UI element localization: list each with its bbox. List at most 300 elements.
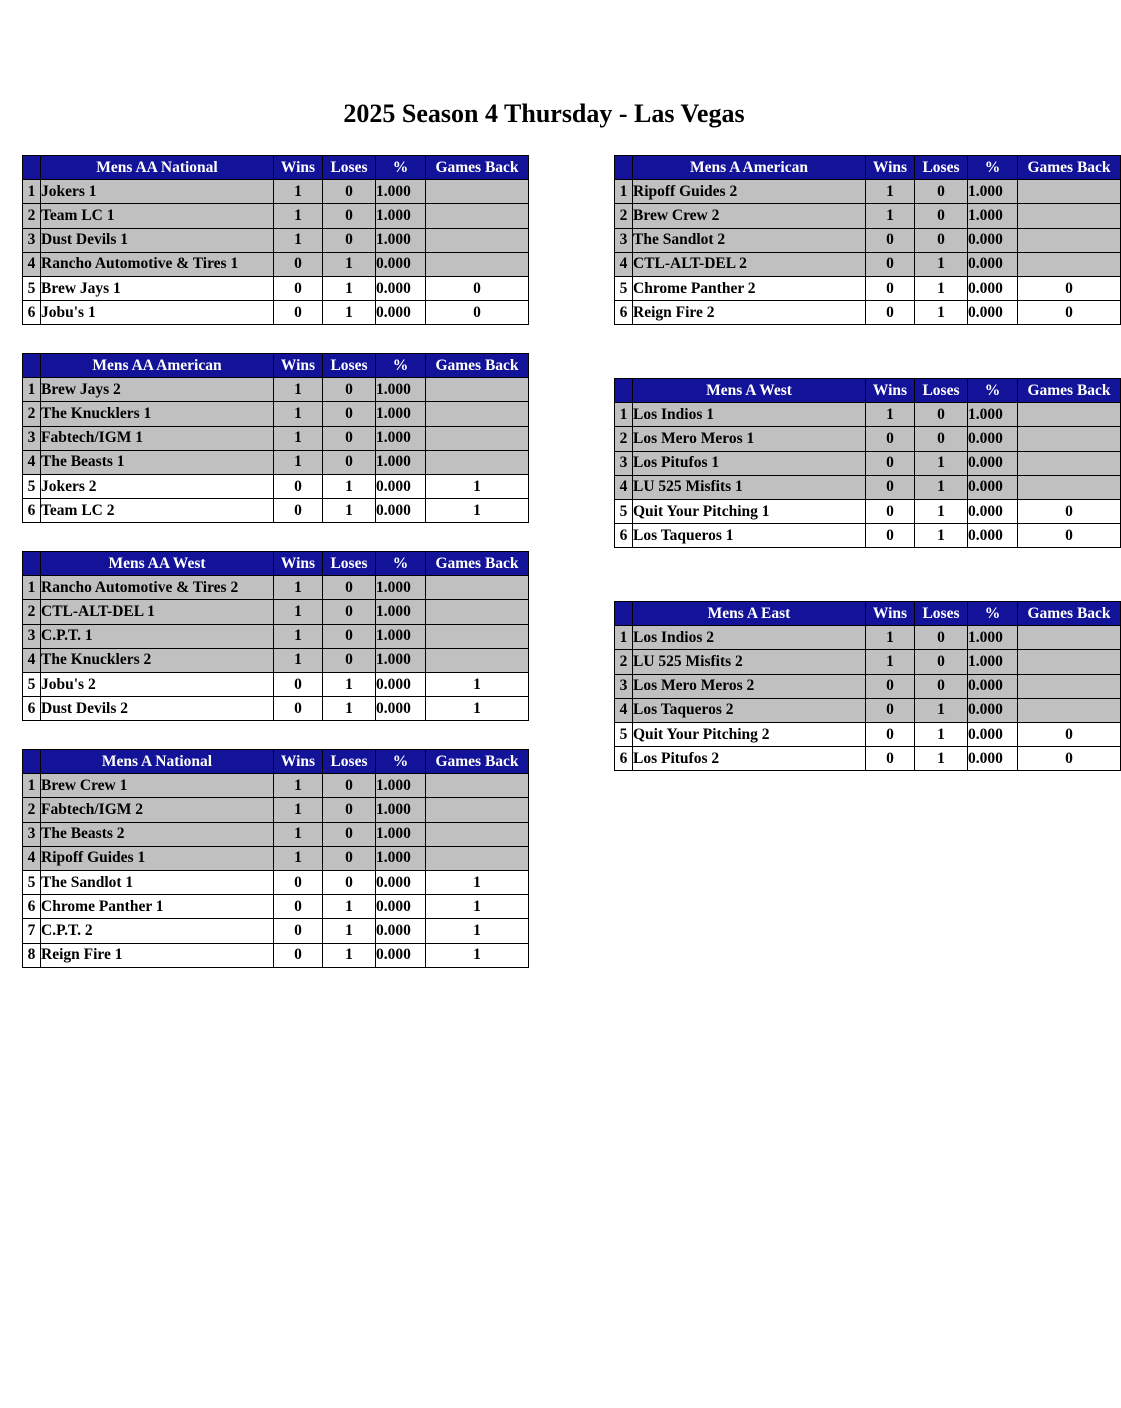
loses-cell: 1 xyxy=(915,499,968,523)
team-name-cell: The Sandlot 2 xyxy=(633,228,866,252)
table-row xyxy=(23,648,529,672)
wins-cell: 0 xyxy=(866,451,915,475)
table-row xyxy=(615,252,1121,276)
page-title: 2025 Season 4 Thursday - Las Vegas xyxy=(343,99,745,128)
rank-cell: 2 xyxy=(615,427,633,451)
wins-cell: 1 xyxy=(274,648,323,672)
table-row xyxy=(615,427,1121,451)
loses-cell: 1 xyxy=(323,301,376,325)
games-back-cell xyxy=(426,378,529,402)
games-back-cell: 1 xyxy=(426,895,529,919)
pct-cell: 0.000 xyxy=(968,451,1018,475)
wins-cell: 0 xyxy=(274,895,323,919)
division-name-header: Mens AA National xyxy=(41,156,274,180)
table-row xyxy=(23,822,529,846)
wins-cell: 1 xyxy=(274,378,323,402)
pct-cell: 1.000 xyxy=(376,576,426,600)
team-name-cell: Jobu's 1 xyxy=(41,301,274,325)
team-name-cell: Ripoff Guides 1 xyxy=(41,846,274,870)
pct-cell: 0.000 xyxy=(376,895,426,919)
loses-cell: 0 xyxy=(323,378,376,402)
team-name-cell: Fabtech/IGM 1 xyxy=(41,426,274,450)
rank-cell: 8 xyxy=(23,943,41,967)
loses-column-header: Loses xyxy=(915,379,968,403)
loses-cell: 0 xyxy=(915,403,968,427)
rank-cell: 1 xyxy=(615,626,633,650)
games-back-column-header: Games Back xyxy=(426,354,529,378)
loses-cell: 1 xyxy=(915,451,968,475)
wins-cell: 1 xyxy=(866,403,915,427)
division-name-header: Mens A East xyxy=(633,602,866,626)
wins-cell: 0 xyxy=(274,499,323,523)
games-back-cell: 0 xyxy=(426,301,529,325)
wins-cell: 1 xyxy=(274,822,323,846)
rank-cell: 3 xyxy=(23,822,41,846)
games-back-cell: 0 xyxy=(1018,747,1121,771)
loses-cell: 1 xyxy=(323,499,376,523)
wins-cell: 0 xyxy=(866,252,915,276)
rank-cell: 7 xyxy=(23,919,41,943)
team-name-cell: Brew Jays 2 xyxy=(41,378,274,402)
pct-cell: 1.000 xyxy=(376,822,426,846)
games-back-cell xyxy=(1018,180,1121,204)
wins-cell: 1 xyxy=(866,650,915,674)
pct-cell: 0.000 xyxy=(968,698,1018,722)
games-back-cell xyxy=(1018,427,1121,451)
wins-column-header: Wins xyxy=(866,156,915,180)
loses-cell: 1 xyxy=(915,524,968,548)
team-name-cell: Team LC 1 xyxy=(41,204,274,228)
table-row xyxy=(23,276,529,300)
pct-cell: 1.000 xyxy=(376,846,426,870)
pct-cell: 0.000 xyxy=(376,870,426,894)
wins-cell: 1 xyxy=(274,450,323,474)
table-row xyxy=(615,301,1121,325)
team-name-cell: Rancho Automotive & Tires 1 xyxy=(41,252,274,276)
loses-cell: 0 xyxy=(915,204,968,228)
rank-cell: 4 xyxy=(615,475,633,499)
loses-column-header: Loses xyxy=(323,552,376,576)
games-back-cell: 1 xyxy=(426,672,529,696)
games-back-column-header: Games Back xyxy=(1018,156,1121,180)
wins-column-header: Wins xyxy=(274,354,323,378)
table-row xyxy=(23,474,529,498)
games-back-cell xyxy=(426,846,529,870)
loses-cell: 0 xyxy=(915,650,968,674)
standings-table-mens-aa-american xyxy=(22,353,529,523)
pct-cell: 1.000 xyxy=(376,228,426,252)
games-back-cell: 1 xyxy=(426,943,529,967)
wins-column-header: Wins xyxy=(274,156,323,180)
pct-cell: 0.000 xyxy=(968,747,1018,771)
wins-cell: 1 xyxy=(274,426,323,450)
wins-cell: 0 xyxy=(274,474,323,498)
loses-cell: 0 xyxy=(323,426,376,450)
table-row xyxy=(615,403,1121,427)
rank-cell: 4 xyxy=(615,698,633,722)
pct-cell: 0.000 xyxy=(968,301,1018,325)
loses-cell: 0 xyxy=(915,180,968,204)
wins-cell: 1 xyxy=(274,576,323,600)
table-row xyxy=(23,204,529,228)
table-row xyxy=(23,697,529,721)
team-name-cell: The Sandlot 1 xyxy=(41,870,274,894)
loses-cell: 1 xyxy=(323,252,376,276)
team-name-cell: Fabtech/IGM 2 xyxy=(41,798,274,822)
table-row xyxy=(615,650,1121,674)
games-back-cell xyxy=(426,450,529,474)
table-row xyxy=(615,626,1121,650)
header-rank-cell xyxy=(615,156,633,180)
loses-cell: 0 xyxy=(915,626,968,650)
wins-cell: 0 xyxy=(866,228,915,252)
pct-cell: 0.000 xyxy=(376,943,426,967)
loses-cell: 1 xyxy=(323,943,376,967)
loses-cell: 0 xyxy=(323,648,376,672)
standings-table-mens-aa-west xyxy=(22,551,529,721)
team-name-cell: Chrome Panther 1 xyxy=(41,895,274,919)
pct-column-header: % xyxy=(968,379,1018,403)
pct-column-header: % xyxy=(376,156,426,180)
team-name-cell: The Knucklers 1 xyxy=(41,402,274,426)
wins-column-header: Wins xyxy=(866,379,915,403)
team-name-cell: Los Mero Meros 2 xyxy=(633,674,866,698)
loses-cell: 0 xyxy=(323,822,376,846)
table-row xyxy=(23,919,529,943)
rank-cell: 5 xyxy=(23,276,41,300)
games-back-cell xyxy=(426,798,529,822)
header-rank-cell xyxy=(615,602,633,626)
wins-cell: 0 xyxy=(274,919,323,943)
pct-cell: 1.000 xyxy=(968,204,1018,228)
team-name-cell: Los Pitufos 2 xyxy=(633,747,866,771)
games-back-cell: 1 xyxy=(426,499,529,523)
team-name-cell: C.P.T. 1 xyxy=(41,624,274,648)
rank-cell: 1 xyxy=(615,403,633,427)
games-back-cell: 1 xyxy=(426,474,529,498)
rank-cell: 2 xyxy=(23,600,41,624)
wins-cell: 0 xyxy=(866,722,915,746)
team-name-cell: Jokers 2 xyxy=(41,474,274,498)
games-back-cell xyxy=(426,774,529,798)
games-back-cell xyxy=(1018,228,1121,252)
pct-column-header: % xyxy=(376,354,426,378)
loses-column-header: Loses xyxy=(915,156,968,180)
pct-cell: 1.000 xyxy=(376,600,426,624)
wins-cell: 0 xyxy=(866,674,915,698)
wins-cell: 1 xyxy=(274,180,323,204)
games-back-cell: 0 xyxy=(1018,301,1121,325)
team-name-cell: LU 525 Misfits 1 xyxy=(633,475,866,499)
rank-cell: 2 xyxy=(23,204,41,228)
table-row xyxy=(23,378,529,402)
pct-cell: 1.000 xyxy=(376,648,426,672)
team-name-cell: Los Pitufos 1 xyxy=(633,451,866,475)
loses-cell: 0 xyxy=(323,402,376,426)
loses-cell: 1 xyxy=(915,276,968,300)
loses-column-header: Loses xyxy=(323,156,376,180)
team-name-cell: CTL-ALT-DEL 1 xyxy=(41,600,274,624)
pct-cell: 1.000 xyxy=(376,798,426,822)
games-back-cell xyxy=(426,204,529,228)
rank-cell: 4 xyxy=(615,252,633,276)
rank-cell: 5 xyxy=(23,870,41,894)
wins-column-header: Wins xyxy=(866,602,915,626)
wins-cell: 1 xyxy=(274,798,323,822)
loses-cell: 1 xyxy=(323,919,376,943)
rank-cell: 6 xyxy=(23,697,41,721)
loses-cell: 1 xyxy=(915,698,968,722)
games-back-cell: 0 xyxy=(1018,499,1121,523)
table-row xyxy=(615,722,1121,746)
table-row xyxy=(615,698,1121,722)
header-rank-cell xyxy=(23,156,41,180)
table-row xyxy=(615,524,1121,548)
team-name-cell: The Beasts 2 xyxy=(41,822,274,846)
loses-cell: 1 xyxy=(915,252,968,276)
table-header-row xyxy=(23,354,529,378)
games-back-cell xyxy=(426,576,529,600)
games-back-column-header: Games Back xyxy=(426,750,529,774)
games-back-cell xyxy=(426,600,529,624)
loses-cell: 0 xyxy=(323,228,376,252)
pct-column-header: % xyxy=(968,602,1018,626)
team-name-cell: Reign Fire 1 xyxy=(41,943,274,967)
pct-cell: 0.000 xyxy=(968,252,1018,276)
pct-cell: 0.000 xyxy=(376,697,426,721)
games-back-cell xyxy=(1018,252,1121,276)
loses-cell: 1 xyxy=(915,475,968,499)
team-name-cell: Brew Crew 1 xyxy=(41,774,274,798)
rank-cell: 3 xyxy=(23,426,41,450)
pct-cell: 1.000 xyxy=(376,378,426,402)
rank-cell: 6 xyxy=(615,524,633,548)
rank-cell: 4 xyxy=(23,450,41,474)
team-name-cell: Los Mero Meros 1 xyxy=(633,427,866,451)
header-rank-cell xyxy=(23,750,41,774)
team-name-cell: Los Indios 2 xyxy=(633,626,866,650)
rank-cell: 5 xyxy=(615,276,633,300)
rank-cell: 2 xyxy=(23,402,41,426)
loses-column-header: Loses xyxy=(323,354,376,378)
wins-cell: 0 xyxy=(866,747,915,771)
loses-cell: 0 xyxy=(323,450,376,474)
games-back-cell xyxy=(1018,403,1121,427)
games-back-cell xyxy=(1018,475,1121,499)
team-name-cell: Los Indios 1 xyxy=(633,403,866,427)
pct-cell: 1.000 xyxy=(968,626,1018,650)
pct-cell: 0.000 xyxy=(968,427,1018,451)
table-row xyxy=(615,499,1121,523)
table-row xyxy=(23,301,529,325)
pct-cell: 1.000 xyxy=(968,650,1018,674)
wins-cell: 0 xyxy=(274,276,323,300)
games-back-cell xyxy=(1018,674,1121,698)
division-name-header: Mens A National xyxy=(41,750,274,774)
games-back-cell: 1 xyxy=(426,697,529,721)
games-back-cell xyxy=(426,180,529,204)
wins-cell: 0 xyxy=(866,524,915,548)
team-name-cell: Dust Devils 2 xyxy=(41,697,274,721)
games-back-cell: 1 xyxy=(426,870,529,894)
wins-cell: 0 xyxy=(274,697,323,721)
table-row xyxy=(615,204,1121,228)
pct-cell: 0.000 xyxy=(968,524,1018,548)
games-back-cell xyxy=(426,252,529,276)
wins-cell: 1 xyxy=(274,402,323,426)
division-name-header: Mens A West xyxy=(633,379,866,403)
pct-cell: 1.000 xyxy=(376,450,426,474)
pct-cell: 0.000 xyxy=(968,722,1018,746)
team-name-cell: The Beasts 1 xyxy=(41,450,274,474)
rank-cell: 1 xyxy=(23,378,41,402)
wins-cell: 1 xyxy=(274,204,323,228)
games-back-column-header: Games Back xyxy=(426,552,529,576)
pct-column-header: % xyxy=(376,750,426,774)
team-name-cell: Brew Jays 1 xyxy=(41,276,274,300)
pct-cell: 1.000 xyxy=(376,774,426,798)
pct-cell: 0.000 xyxy=(376,672,426,696)
wins-cell: 1 xyxy=(274,846,323,870)
games-back-cell: 0 xyxy=(426,276,529,300)
table-row xyxy=(23,870,529,894)
rank-cell: 5 xyxy=(23,474,41,498)
pct-cell: 0.000 xyxy=(968,228,1018,252)
wins-cell: 1 xyxy=(866,626,915,650)
standings-table-mens-a-west xyxy=(614,378,1121,548)
table-row xyxy=(615,276,1121,300)
table-row xyxy=(615,228,1121,252)
header-rank-cell xyxy=(23,552,41,576)
table-header-row xyxy=(615,156,1121,180)
team-name-cell: CTL-ALT-DEL 2 xyxy=(633,252,866,276)
games-back-cell xyxy=(1018,451,1121,475)
rank-cell: 2 xyxy=(615,650,633,674)
rank-cell: 6 xyxy=(615,301,633,325)
table-row xyxy=(23,846,529,870)
table-header-row xyxy=(23,750,529,774)
games-back-column-header: Games Back xyxy=(426,156,529,180)
loses-cell: 1 xyxy=(323,276,376,300)
standings-table-mens-a-american xyxy=(614,155,1121,325)
table-row xyxy=(615,674,1121,698)
pct-column-header: % xyxy=(968,156,1018,180)
pct-column-header: % xyxy=(376,552,426,576)
games-back-column-header: Games Back xyxy=(1018,602,1121,626)
rank-cell: 5 xyxy=(23,672,41,696)
rank-cell: 6 xyxy=(23,499,41,523)
table-row xyxy=(23,252,529,276)
team-name-cell: LU 525 Misfits 2 xyxy=(633,650,866,674)
table-row xyxy=(615,180,1121,204)
pct-cell: 0.000 xyxy=(968,276,1018,300)
table-header-row xyxy=(615,602,1121,626)
pct-cell: 0.000 xyxy=(968,475,1018,499)
wins-cell: 1 xyxy=(274,228,323,252)
wins-cell: 0 xyxy=(866,698,915,722)
standings-table-mens-a-national xyxy=(22,749,529,968)
loses-cell: 1 xyxy=(915,301,968,325)
games-back-cell xyxy=(426,648,529,672)
rank-cell: 6 xyxy=(615,747,633,771)
table-row xyxy=(23,798,529,822)
wins-column-header: Wins xyxy=(274,750,323,774)
pct-cell: 0.000 xyxy=(376,499,426,523)
team-name-cell: Quit Your Pitching 2 xyxy=(633,722,866,746)
team-name-cell: Quit Your Pitching 1 xyxy=(633,499,866,523)
wins-cell: 0 xyxy=(866,475,915,499)
header-rank-cell xyxy=(615,379,633,403)
rank-cell: 1 xyxy=(615,180,633,204)
pct-cell: 0.000 xyxy=(968,499,1018,523)
loses-cell: 0 xyxy=(323,774,376,798)
games-back-cell: 0 xyxy=(1018,276,1121,300)
wins-cell: 1 xyxy=(274,624,323,648)
team-name-cell: Chrome Panther 2 xyxy=(633,276,866,300)
wins-cell: 0 xyxy=(866,276,915,300)
rank-cell: 5 xyxy=(615,722,633,746)
rank-cell: 1 xyxy=(23,180,41,204)
header-rank-cell xyxy=(23,354,41,378)
games-back-cell: 1 xyxy=(426,919,529,943)
rank-cell: 4 xyxy=(23,846,41,870)
loses-cell: 0 xyxy=(323,798,376,822)
wins-cell: 1 xyxy=(866,204,915,228)
team-name-cell: Jokers 1 xyxy=(41,180,274,204)
loses-cell: 0 xyxy=(915,427,968,451)
division-name-header: Mens AA American xyxy=(41,354,274,378)
team-name-cell: Dust Devils 1 xyxy=(41,228,274,252)
wins-cell: 0 xyxy=(274,943,323,967)
team-name-cell: Jobu's 2 xyxy=(41,672,274,696)
wins-cell: 0 xyxy=(866,427,915,451)
table-row xyxy=(615,475,1121,499)
wins-cell: 1 xyxy=(866,180,915,204)
wins-cell: 0 xyxy=(866,499,915,523)
games-back-cell xyxy=(1018,650,1121,674)
games-back-cell xyxy=(426,822,529,846)
team-name-cell: Ripoff Guides 2 xyxy=(633,180,866,204)
games-back-cell xyxy=(426,426,529,450)
games-back-cell: 0 xyxy=(1018,722,1121,746)
pct-cell: 1.000 xyxy=(376,204,426,228)
table-row xyxy=(615,747,1121,771)
wins-cell: 0 xyxy=(274,672,323,696)
rank-cell: 3 xyxy=(615,228,633,252)
team-name-cell: Team LC 2 xyxy=(41,499,274,523)
loses-cell: 0 xyxy=(323,870,376,894)
loses-column-header: Loses xyxy=(915,602,968,626)
table-row xyxy=(23,672,529,696)
pct-cell: 1.000 xyxy=(968,403,1018,427)
table-row xyxy=(23,600,529,624)
games-back-cell xyxy=(1018,204,1121,228)
team-name-cell: Rancho Automotive & Tires 2 xyxy=(41,576,274,600)
pct-cell: 0.000 xyxy=(376,276,426,300)
rank-cell: 1 xyxy=(23,774,41,798)
wins-cell: 1 xyxy=(274,774,323,798)
loses-cell: 0 xyxy=(915,228,968,252)
pct-cell: 0.000 xyxy=(376,301,426,325)
games-back-cell: 0 xyxy=(1018,524,1121,548)
table-row xyxy=(23,499,529,523)
loses-column-header: Loses xyxy=(323,750,376,774)
wins-column-header: Wins xyxy=(274,552,323,576)
team-name-cell: C.P.T. 2 xyxy=(41,919,274,943)
rank-cell: 2 xyxy=(615,204,633,228)
standings-table-mens-a-east xyxy=(614,601,1121,771)
team-name-cell: Los Taqueros 1 xyxy=(633,524,866,548)
